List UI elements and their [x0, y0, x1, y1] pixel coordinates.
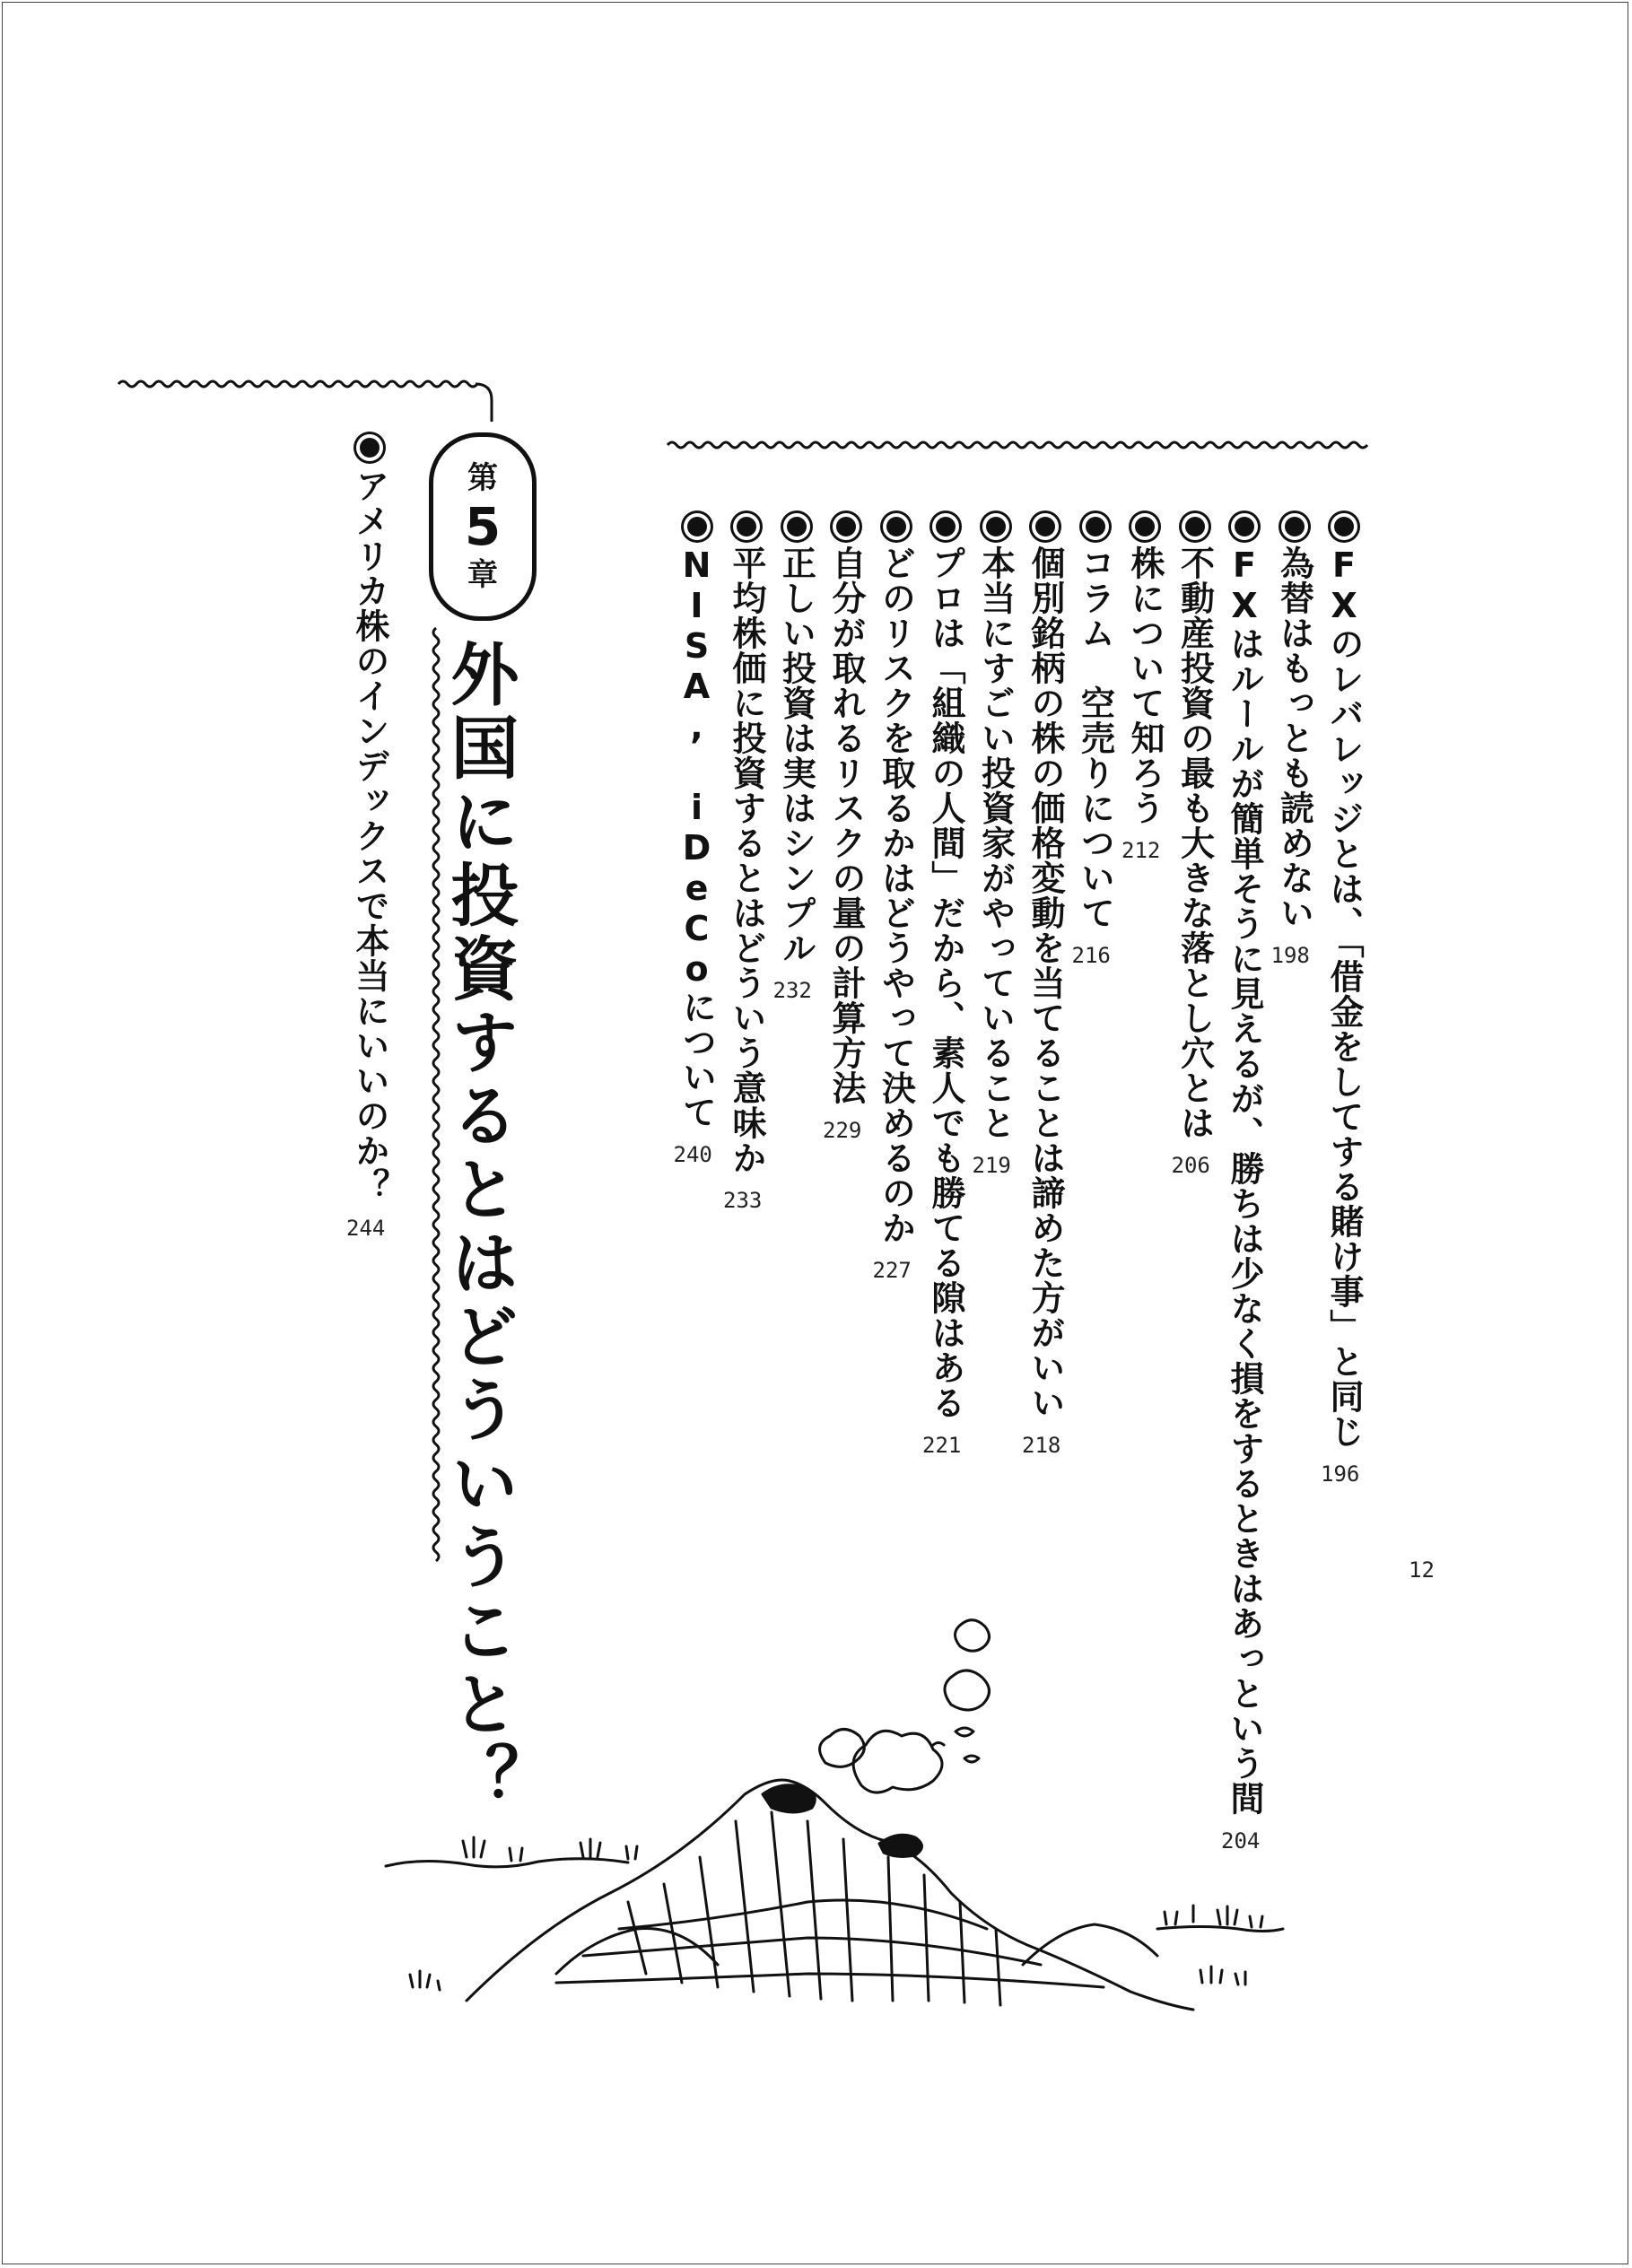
chapter-number: 5	[464, 496, 502, 557]
toc-entry-page: 204	[1221, 1828, 1261, 1854]
chapter-label-sho: 章	[467, 557, 498, 593]
toc-entry-title[interactable]: FXのレバレッジとは、「借金をしてする賭け事」と同じ	[1324, 545, 1364, 1449]
toc-entry-page: 216	[1071, 943, 1111, 968]
toc-entry-title[interactable]: 株について知ろう	[1125, 545, 1165, 825]
chapter-title: 外国に投資するとはどういうこと？	[440, 639, 519, 1816]
toc-entry-title[interactable]: どのリスクを取るかはどうやって決めるのか	[876, 545, 916, 1245]
toc-entry-title[interactable]: プロは「組織の人間」だから、素人でも勝てる隙はある	[926, 545, 965, 1420]
toc-entry-page: 219	[972, 1153, 1011, 1178]
toc-entry-page: 233	[723, 1188, 763, 1213]
toc-entry-title[interactable]: NISA, iDeCoについて	[676, 545, 717, 1130]
toc-entry-page: 198	[1270, 943, 1310, 968]
toc-entry-title[interactable]: 為替はもっとも読めない	[1274, 545, 1314, 930]
toc-entry-title[interactable]: 正しい投資は実はシンプル	[776, 545, 816, 965]
toc-entry-page: 206	[1171, 1153, 1210, 1178]
toc-entry-page: 221	[922, 1433, 962, 1458]
chapter-entry-title[interactable]: アメリカ株のインデックスで本当にいいのか？	[350, 468, 389, 1203]
toc-entry-title[interactable]: コラム 空売りについて	[1075, 545, 1115, 930]
toc-entry-title[interactable]: 本当にすごい投資家がやっていること	[975, 545, 1016, 1140]
toc-entry-page: 212	[1121, 838, 1161, 863]
chapter-label-dai: 第	[467, 460, 498, 496]
toc-entry-title[interactable]: 個別銘柄の株の価格変動を当てることは諦めた方がいい	[1025, 545, 1065, 1420]
toc-entry-page: 240	[673, 1142, 712, 1167]
chapter-entry-page: 244	[346, 1216, 386, 1241]
toc-entry-title[interactable]: FXはルールが簡単そうに見えるが、勝ちは少なく損をするときはあっという間	[1225, 545, 1264, 1816]
page-number: 12	[1409, 1557, 1435, 1583]
toc-entry-page: 227	[872, 1258, 912, 1283]
toc-entry-page: 229	[823, 1118, 862, 1143]
toc-entry-page: 196	[1321, 1461, 1360, 1487]
toc-entry-page: 218	[1022, 1433, 1061, 1458]
toc-entry-page: 232	[772, 978, 812, 1003]
toc-entry-title[interactable]: 不動産投資の最も大きな落とし穴とは	[1174, 545, 1215, 1140]
toc-entry-title[interactable]: 自分が取れるリスクの量の計算方法	[826, 545, 866, 1105]
toc-entry-title[interactable]: 平均株価に投資するとはどういう意味か	[727, 545, 766, 1175]
